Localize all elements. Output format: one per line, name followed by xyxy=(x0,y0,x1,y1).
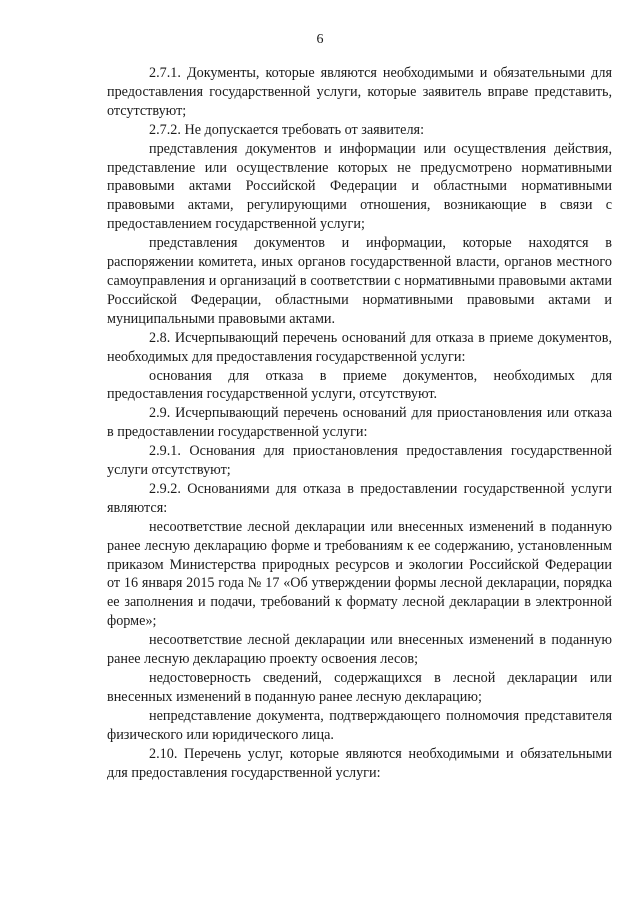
paragraph-2-10: 2.10. Перечень услуг, которые являются необходимыми и обязательными для предоставления государственной услуги: xyxy=(107,745,612,781)
paragraph-2-9-2: 2.9.2. Основаниями для отказа в предоставлении государственной услуги являются: xyxy=(107,480,612,516)
paragraph-2-7-2: 2.7.2. Не допускается требовать от заявителя: xyxy=(149,121,425,138)
paragraph-2-7-2-item-2: представления документов и информации, которые находятся в распоряжении комитета, иных органов государственной власти, органов местного самоуправления и организаций в соответствии с нормативными правовыми актами Российской Федерации, областными нормативными правовыми актами и муниципальными правовыми актами. xyxy=(107,235,612,327)
paragraph-2-7-2-item-1: представления документов и информации или осуществления действия, представление или осуществление которых не предусмотрено нормативными правовыми актами Российской Федерации и областными нормативными правовыми актами, регулирующими отношения, возникающие в связи с предоставлением государственной услуги; xyxy=(107,140,612,233)
paragraph-2-8-item: основания для отказа в приеме документов, необходимых для предоставления государственной услуги, отсутствуют. xyxy=(107,367,612,403)
document-body xyxy=(107,64,612,782)
paragraph-2-7-1: 2.7.1. Документы, которые являются необходимыми и обязательными для предоставления государственной услуги, которые заявитель вправе представить, отсутствуют; xyxy=(107,65,612,119)
paragraph-2-9-2-item-4: непредставление документа, подтверждающего полномочия представителя физического или юридического лица. xyxy=(107,707,612,743)
page-number: 6 xyxy=(316,32,324,47)
paragraph-2-9: 2.9. Исчерпывающий перечень оснований для приостановления или отказа в предоставлении государственной услуги: xyxy=(107,405,612,441)
paragraph-2-9-1: 2.9.1. Основания для приостановления предоставления государственной услуги отсутствуют; xyxy=(107,443,612,479)
paragraph-2-8: 2.8. Исчерпывающий перечень оснований для отказа в приеме документов, необходимых для предоставления государственной услуги: xyxy=(107,329,612,365)
paragraph-2-9-2-item-2: несоответствие лесной декларации или внесенных изменений в поданную ранее лесную декларацию проекту освоения лесов; xyxy=(107,632,612,668)
paragraph-2-9-2-item-3: недостоверность сведений, содержащихся в лесной декларации или внесенных изменений в поданную ранее лесную декларацию; xyxy=(107,670,612,705)
paragraph-2-9-2-item-1: несоответствие лесной декларации или внесенных изменений в поданную ранее лесную декларацию форме и требованиям к ее содержанию, установленным приказом Министерства природных ресурсов и экологии Российской Федерации от 16 января 2015 года № 17 «Об утверждении формы лесной декларации, порядка ее заполнения и подачи, требований к формату лесной декларации в электронной форме»; xyxy=(107,518,612,630)
